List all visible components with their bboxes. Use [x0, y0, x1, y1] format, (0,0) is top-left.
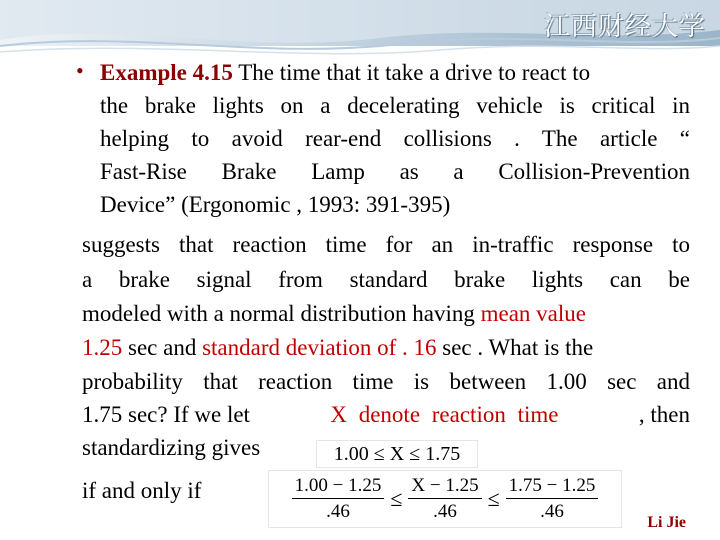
- example-label: Example 4.15: [100, 60, 233, 85]
- body-line-3-text: modeled with a normal distribution having: [82, 301, 481, 326]
- mean-number-highlight: 1.25: [82, 335, 123, 360]
- body-line-2: a brake signal from standard brake lights can be: [82, 267, 690, 292]
- author-footer: Li Jie: [647, 514, 686, 531]
- body-line-4-text-b: sec . What is the: [436, 335, 594, 360]
- bullet-point: •: [76, 58, 84, 83]
- body-line-5: probability that reaction time is between 1.00 sec and: [82, 369, 690, 394]
- fraction-lower-denominator: .46: [326, 500, 350, 522]
- fraction-lower-numerator: 1.00 − 1.25: [292, 474, 385, 499]
- body-line-8: if and only if: [82, 478, 202, 503]
- university-name: 江西财经大学: [543, 12, 706, 42]
- example-line-1: [100, 56, 690, 90]
- body-line-3: [82, 297, 586, 331]
- body-line-1: suggests that reaction time for an in-traffic response to: [82, 232, 690, 257]
- fraction-upper-numerator: 1.75 − 1.25: [506, 474, 599, 499]
- mean-value-highlight: mean value: [480, 301, 586, 326]
- leq-symbol: ≤: [390, 486, 403, 511]
- example-line-3: helping to avoid rear-end collisions . The article “: [100, 126, 690, 151]
- body-line-7: standardizing gives: [82, 435, 261, 460]
- fraction-middle: [408, 474, 481, 525]
- random-variable-highlight: X denote reaction time: [330, 402, 559, 427]
- std-dev-highlight: standard deviation of . 16: [202, 335, 437, 360]
- body-line-6-text-b: , then: [638, 402, 690, 427]
- inequality-formula: 1.00 ≤ X ≤ 1.75: [316, 440, 478, 468]
- example-line-5: Device” (Ergonomic , 1993: 391-395): [100, 192, 451, 217]
- body-line-4: [82, 331, 593, 365]
- body-line-6-text-a: 1.75 sec? If we let: [82, 402, 250, 427]
- example-line-4: Fast-Rise Brake Lamp as a Collision-Prevention: [100, 159, 690, 184]
- fraction-middle-denominator: .46: [433, 500, 457, 522]
- fraction-upper-denominator: .46: [540, 500, 564, 522]
- standardized-formula: [268, 470, 622, 528]
- fraction-lower: [292, 474, 385, 525]
- leq-symbol: ≤: [487, 486, 500, 511]
- fraction-middle-numerator: X − 1.25: [408, 474, 481, 499]
- body-line-4-text-a: sec and: [122, 335, 203, 360]
- fraction-upper: [506, 474, 599, 525]
- body-line-6: [82, 398, 690, 432]
- example-line-2: the brake lights on a decelerating vehicle is critical in: [100, 93, 690, 118]
- example-text: The time that it take a drive to react to: [232, 60, 591, 85]
